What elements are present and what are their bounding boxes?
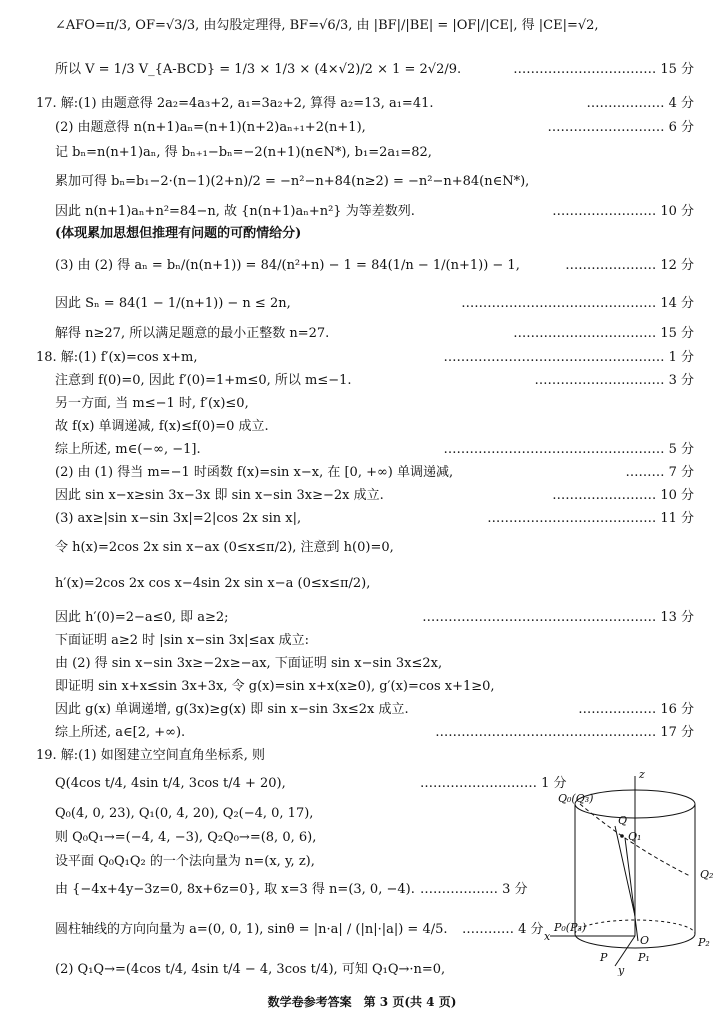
y-axis bbox=[615, 936, 635, 966]
line-c14: 即证明 sin x+x≤sin 3x+3x, 令 g(x)=sin x+x(x≥0), g′(x)=cos x+1≥0, bbox=[55, 679, 495, 694]
line-d1: 19. 解:(1) 如图建立空间直角坐标系, 则 bbox=[36, 748, 265, 763]
points-d2: ……………………… 1 分 bbox=[420, 776, 567, 791]
cylinder-figure bbox=[540, 766, 720, 976]
line-c13: 由 (2) 得 sin x−sin 3x≥−2x≥−ax, 下面证明 sin x−sin 3x≤2x, bbox=[55, 656, 443, 671]
line-c16: 综上所述, a∈[2, +∞). bbox=[55, 725, 186, 740]
line-b1: 17. 解:(1) 由题意得 2a₂=4a₃+2, a₁=3a₂+2, 算得 a₂=13, a₁=41. bbox=[36, 96, 434, 111]
label-z: z bbox=[639, 768, 645, 781]
points-c1: …………………………………………… 1 分 bbox=[443, 350, 694, 365]
label-p: P bbox=[600, 951, 608, 964]
line-d4: 则 Q₀Q₁→=(−4, 4, −3), Q₂Q₀→=(8, 0, 6), bbox=[55, 830, 317, 845]
points-b2: ……………………… 6 分 bbox=[547, 120, 694, 135]
line-b8: 因此 Sₙ = 84(1 − 1/(n+1)) − n ≤ 2n, bbox=[55, 296, 291, 311]
line-d6: 由 {−4x+4y−3z=0, 8x+6z=0}, 取 x=3 得 n=(3, 0, −4). bbox=[55, 882, 415, 897]
line-d2: Q(4cos t/4, 4sin t/4, 3cos t/4 + 20), bbox=[55, 776, 286, 791]
line-c1: 18. 解:(1) f′(x)=cos x+m, bbox=[36, 350, 198, 365]
label-q2: Q₂ bbox=[700, 868, 714, 881]
line-c11: 因此 h′(0)=2−a≤0, 即 a≥2; bbox=[55, 610, 229, 625]
points-a2: …………………………… 15 分 bbox=[513, 62, 694, 77]
page-footer: 数学卷参考答案 第 3 页(共 4 页) bbox=[267, 995, 457, 1009]
label-q1: Q₁ bbox=[628, 830, 642, 843]
line-c4: 故 f(x) 单调递减, f(x)≤f(0)=0 成立. bbox=[55, 419, 269, 434]
line-c9: 令 h(x)=2cos 2x sin x−ax (0≤x≤π/2), 注意到 h(0)=0, bbox=[55, 540, 394, 555]
points-d6: ……………… 3 分 bbox=[420, 882, 528, 897]
points-b7: ………………… 12 分 bbox=[565, 258, 694, 273]
label-p2: P₂ bbox=[698, 936, 710, 949]
label-o: O bbox=[640, 934, 650, 947]
line-b4: 累加可得 bₙ=b₁−2·(n−1)(2+n)/2 = −n²−n+84(n≥2) = −n²−n+84(n∈N*), bbox=[55, 174, 530, 189]
line-b7: (3) 由 (2) 得 aₙ = bₙ/(n(n+1)) = 84/(n²+n) − 1 = 84(1/n − 1/(n+1)) − 1, bbox=[55, 258, 520, 273]
line-c7: 因此 sin x−x≥sin 3x−3x 即 sin x−sin 3x≥−2x 成立. bbox=[55, 488, 384, 503]
points-c16: …………………………………………… 17 分 bbox=[435, 725, 694, 740]
line-c5: 综上所述, m∈(−∞, −1]. bbox=[55, 442, 201, 457]
points-c15: ……………… 16 分 bbox=[578, 702, 694, 717]
line-c3: 另一方面, 当 m≤−1 时, f′(x)≤0, bbox=[55, 396, 249, 411]
points-c2: ………………………… 3 分 bbox=[534, 373, 694, 388]
points-c5: …………………………………………… 5 分 bbox=[443, 442, 694, 457]
line-c6: (2) 由 (1) 得当 m=−1 时函数 f(x)=sin x−x, 在 [0, +∞) 单调递减, bbox=[55, 465, 454, 480]
label-p0: P₀(P₃) bbox=[554, 921, 587, 934]
label-y: y bbox=[618, 964, 625, 976]
points-b5: …………………… 10 分 bbox=[552, 204, 694, 219]
points-c6: ……… 7 分 bbox=[625, 465, 694, 480]
label-q0: Q₀(Q₃) bbox=[558, 792, 594, 805]
line-d7: 圆柱轴线的方向向量为 a=(0, 0, 1), sinθ = |n·a| / (|n|·|a|) = 4/5. bbox=[55, 922, 448, 937]
points-b9: …………………………… 15 分 bbox=[513, 326, 694, 341]
line-c12: 下面证明 a≥2 时 |sin x−sin 3x|≤ax 成立: bbox=[55, 633, 310, 648]
points-c7: …………………… 10 分 bbox=[552, 488, 694, 503]
label-p1: P₁ bbox=[638, 951, 650, 964]
line-b9: 解得 n≥27, 所以满足题意的最小正整数 n=27. bbox=[55, 326, 330, 341]
line-d3: Q₀(4, 0, 23), Q₁(0, 4, 20), Q₂(−4, 0, 17), bbox=[55, 806, 314, 821]
line-a1: ∠AFO=π/3, OF=√3/3, 由勾股定理得, BF=√6/3, 由 |BF|/|BE| = |OF|/|CE|, 得 |CE|=√2, bbox=[55, 18, 599, 33]
line-c15: 因此 g(x) 单调递增, g(3x)≥g(x) 即 sin x−sin 3x≤2x 成立. bbox=[55, 702, 409, 717]
line-b6: (体现累加思想但推理有问题的可酌情给分) bbox=[55, 226, 302, 241]
line-c10: h′(x)=2cos 2x cos x−4sin 2x sin x−a (0≤x≤π/2), bbox=[55, 576, 371, 591]
line-c8: (3) ax≥|sin x−sin 3x|=2|cos 2x sin x|, bbox=[55, 511, 302, 526]
line-c2: 注意到 f(0)=0, 因此 f′(0)=1+m≤0, 所以 m≤−1. bbox=[55, 373, 352, 388]
label-q: Q bbox=[618, 814, 628, 827]
label-x: x bbox=[544, 930, 551, 943]
points-c8: ………………………………… 11 分 bbox=[487, 511, 694, 526]
points-d7: ………… 4 分 bbox=[462, 922, 544, 937]
line-b3: 记 bₙ=n(n+1)aₙ, 得 bₙ₊₁−bₙ=−2(n+1)(n∈N*), b₁=2a₁=82, bbox=[55, 145, 432, 160]
line-a2: 所以 V = 1/3 V_{A-BCD} = 1/3 × 1/3 × (4×√2)/2 × 1 = 2√2/9. bbox=[55, 62, 462, 77]
segment-q1-p1 bbox=[625, 838, 638, 941]
line-d8: (2) Q₁Q→=(4cos t/4, 4sin t/4 − 4, 3cos t/4), 可知 Q₁Q→·n=0, bbox=[55, 962, 446, 977]
line-b5: 因此 n(n+1)aₙ+n²=84−n, 故 {n(n+1)aₙ+n²} 为等差数列. bbox=[55, 204, 415, 219]
line-d5: 设平面 Q₀Q₁Q₂ 的一个法向量为 n=(x, y, z), bbox=[55, 854, 315, 869]
points-c11: ……………………………………………… 13 分 bbox=[422, 610, 694, 625]
points-b8: ……………………………………… 14 分 bbox=[461, 296, 694, 311]
line-b2: (2) 由题意得 n(n+1)aₙ=(n+1)(n+2)aₙ₊₁+2(n+1), bbox=[55, 120, 366, 135]
points-b1: ……………… 4 分 bbox=[586, 96, 694, 111]
